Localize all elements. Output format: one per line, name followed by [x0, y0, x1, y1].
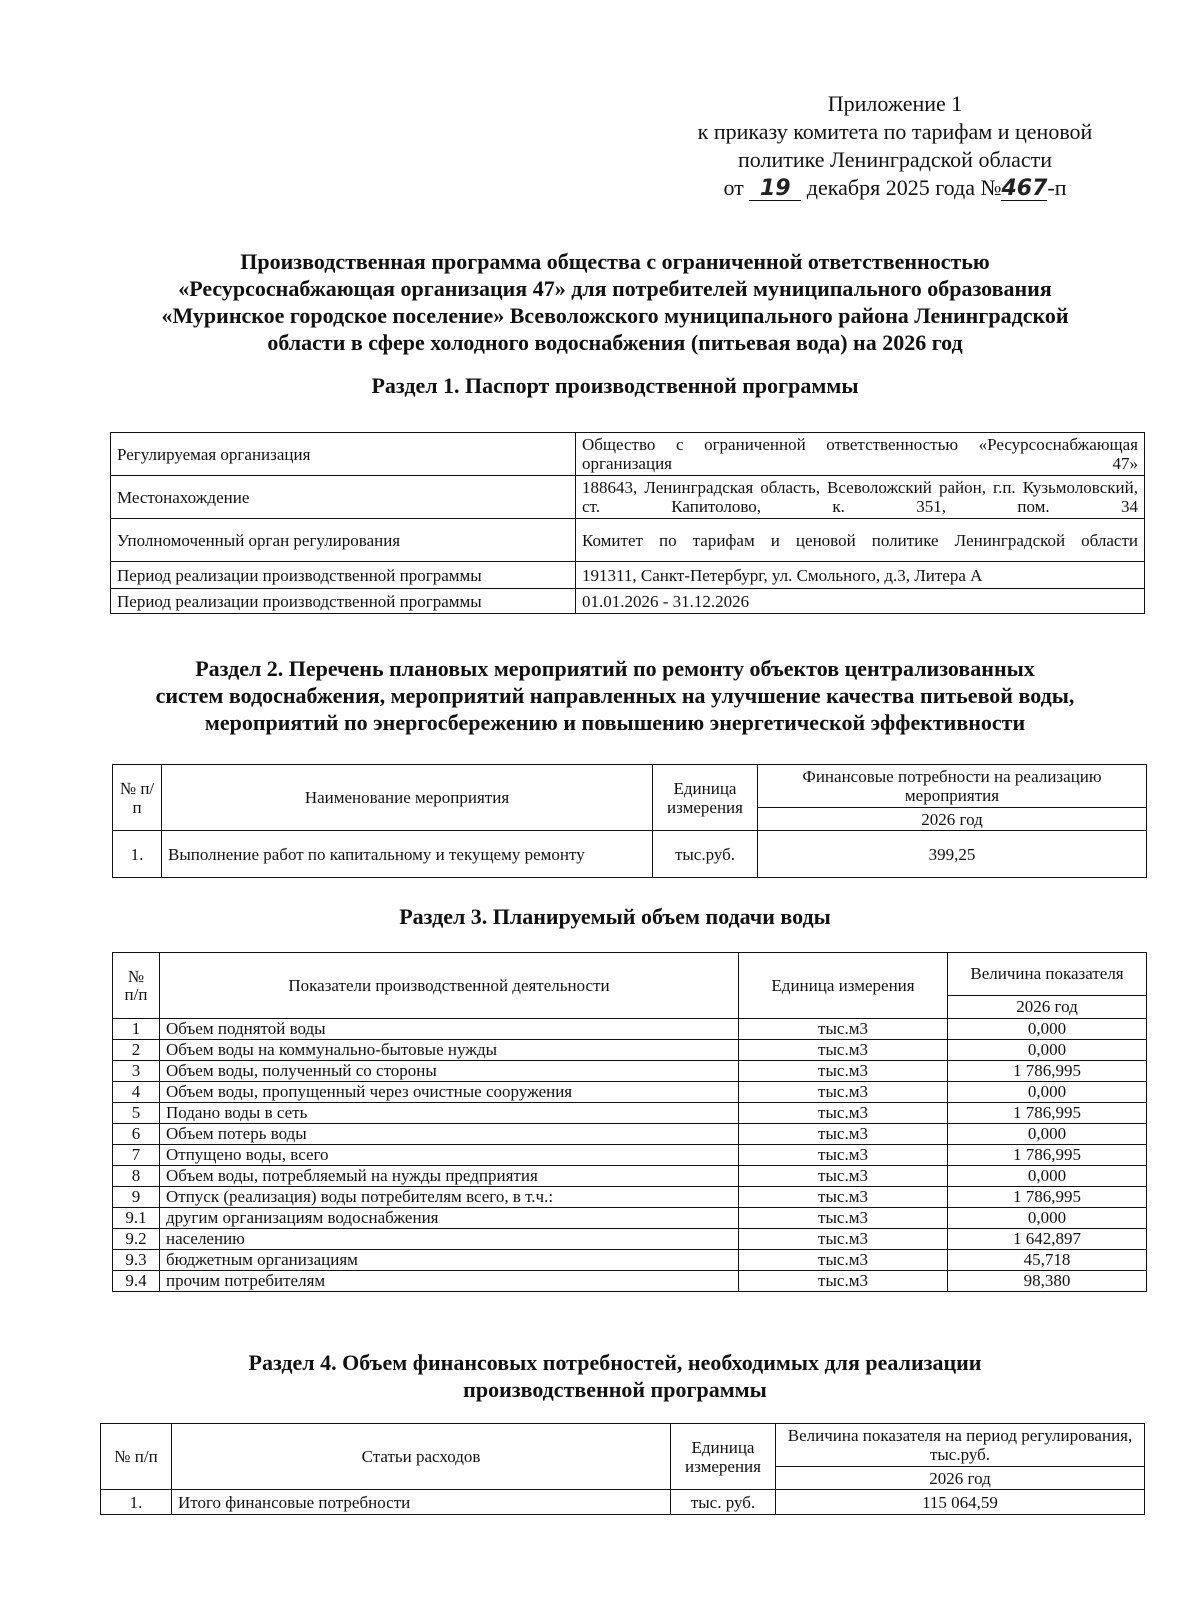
row-num: 9.1: [113, 1208, 160, 1229]
row-name: Объем поднятой воды: [160, 1019, 739, 1040]
row-value: 1 786,995: [948, 1103, 1147, 1124]
row-num: 1: [113, 1019, 160, 1040]
passport-label: Период реализации производственной программы: [111, 589, 576, 614]
col-header-name: Показатели производственной деятельности: [160, 953, 739, 1019]
section4-heading-text: производственной программы: [463, 1377, 767, 1402]
row-num: 5: [113, 1103, 160, 1124]
row-name: прочим потребителям: [160, 1271, 739, 1292]
row-name: населению: [160, 1229, 739, 1250]
title-line: Производственная программа общества с ограниченной ответственностью: [240, 249, 990, 274]
table-row: [113, 1271, 1147, 1292]
table-row: [113, 1229, 1147, 1250]
row-num: 9.3: [113, 1250, 160, 1271]
date-rest: декабря 2025 года №: [806, 175, 1002, 200]
col-header-name: Наименование мероприятия: [162, 765, 653, 831]
section2-heading-text: мероприятий по энергосбережению и повышению энергетической эффективности: [204, 710, 1026, 735]
table-row: [113, 1040, 1147, 1061]
row-unit: тыс.м3: [739, 1103, 948, 1124]
row-num: 6: [113, 1124, 160, 1145]
financial-needs-table: [100, 1423, 1145, 1515]
table-row: [111, 433, 1145, 476]
row-value: 0,000: [948, 1124, 1147, 1145]
row-name: Объем потерь воды: [160, 1124, 739, 1145]
row-value: 115 064,59: [776, 1490, 1145, 1515]
section1-heading: [100, 372, 1130, 399]
col-header-num: № п/п: [113, 765, 162, 831]
row-value: 0,000: [948, 1208, 1147, 1229]
table-row: [113, 1019, 1147, 1040]
row-unit: тыс.м3: [739, 1145, 948, 1166]
table-row: [113, 1124, 1147, 1145]
passport-value: Общество с ограниченной ответственностью «Ресурсоснабжающая организация 47»: [576, 433, 1145, 476]
row-num: 9.2: [113, 1229, 160, 1250]
section2-heading: [100, 655, 1130, 736]
section3-heading-text: Раздел 3. Планируемый объем подачи воды: [399, 904, 831, 929]
row-value: 0,000: [948, 1019, 1147, 1040]
row-unit: тыс. руб.: [671, 1490, 776, 1515]
passport-value: 01.01.2026 - 31.12.2026: [576, 589, 1145, 614]
passport-value: Комитет по тарифам и ценовой политике Ленинградской области: [576, 519, 1145, 562]
row-name: Объем воды, полученный со стороны: [160, 1061, 739, 1082]
passport-value: 191311, Санкт-Петербург, ул. Смольного, д.3, Литера А: [576, 562, 1145, 589]
table-row: [113, 1145, 1147, 1166]
row-name: бюджетным организациям: [160, 1250, 739, 1271]
row-num: 8: [113, 1166, 160, 1187]
row-unit: тыс.м3: [739, 1124, 948, 1145]
table-header-row: [113, 953, 1147, 996]
passport-label: Регулируемая организация: [111, 433, 576, 476]
table-header-row: [113, 765, 1147, 808]
row-unit: тыс.м3: [739, 1229, 948, 1250]
table-row: [111, 562, 1145, 589]
table-row: [113, 1187, 1147, 1208]
appendix-authority: политике Ленинградской области: [737, 147, 1052, 172]
row-value: 0,000: [948, 1040, 1147, 1061]
col-header-num: № п/п: [113, 953, 160, 1019]
row-name: Итого финансовые потребности: [172, 1490, 671, 1515]
row-num: 1.: [113, 831, 162, 878]
title-line: «Муринское городское поселение» Всеволожского муниципального района Ленинградской: [161, 303, 1069, 328]
row-name: Отпуск (реализация) воды потребителям всего, в т.ч.:: [160, 1187, 739, 1208]
row-num: 4: [113, 1082, 160, 1103]
appendix-header: [640, 90, 1150, 202]
row-unit: тыс.м3: [739, 1061, 948, 1082]
col-header-financial: Финансовые потребности на реализацию мероприятия: [758, 765, 1147, 808]
row-name: Выполнение работ по капитальному и текущему ремонту: [162, 831, 653, 878]
row-value: 1 786,995: [948, 1061, 1147, 1082]
row-num: 7: [113, 1145, 160, 1166]
row-num: 9.4: [113, 1271, 160, 1292]
row-value: 1 786,995: [948, 1187, 1147, 1208]
title-line: области в сфере холодного водоснабжения (питьевая вода) на 2026 год: [267, 330, 963, 355]
row-name: Отпущено воды, всего: [160, 1145, 739, 1166]
table-row: [113, 1061, 1147, 1082]
appendix-date-line: [640, 174, 1150, 202]
row-unit: тыс.м3: [739, 1271, 948, 1292]
section2-heading-text: систем водоснабжения, мероприятий направленных на улучшение качества питьевой воды,: [155, 683, 1075, 708]
table-row: [111, 476, 1145, 519]
passport-label: Местонахождение: [111, 476, 576, 519]
passport-label: Уполномоченный орган регулирования: [111, 519, 576, 562]
col-header-name: Статьи расходов: [172, 1424, 671, 1490]
order-suffix: -п: [1047, 175, 1067, 200]
table-row: [113, 831, 1147, 878]
appendix-order-ref: к приказу комитета по тарифам и ценовой: [697, 119, 1093, 144]
row-name: Объем воды, пропущенный через очистные сооружения: [160, 1082, 739, 1103]
row-unit: тыс.м3: [739, 1040, 948, 1061]
row-unit: тыс.м3: [739, 1082, 948, 1103]
section2-heading-text: Раздел 2. Перечень плановых мероприятий по ремонту объектов централизованных: [195, 656, 1035, 681]
repair-measures-table: [112, 764, 1147, 878]
row-unit: тыс.м3: [739, 1019, 948, 1040]
row-value: 0,000: [948, 1082, 1147, 1103]
section3-heading: [100, 903, 1130, 930]
section1-heading-text: Раздел 1. Паспорт производственной программы: [371, 373, 859, 398]
table-row: [113, 1208, 1147, 1229]
appendix-title: Приложение 1: [827, 91, 963, 116]
document-title: [100, 248, 1130, 356]
title-line: «Ресурсоснабжающая организация 47» для потребителей муниципального образования: [178, 276, 1052, 301]
row-unit: тыс.руб.: [653, 831, 758, 878]
row-value: 1 642,897: [948, 1229, 1147, 1250]
table-row: [101, 1490, 1145, 1515]
row-name: Объем воды на коммунально-бытовые нужды: [160, 1040, 739, 1061]
row-value: 1 786,995: [948, 1145, 1147, 1166]
col-header-year: 2026 год: [948, 996, 1147, 1019]
row-num: 1.: [101, 1490, 172, 1515]
row-unit: тыс.м3: [739, 1187, 948, 1208]
table-row: [111, 519, 1145, 562]
row-num: 2: [113, 1040, 160, 1061]
col-header-year: 2026 год: [758, 808, 1147, 831]
row-name: Объем воды, потребляемый на нужды предприятия: [160, 1166, 739, 1187]
passport-table: [110, 432, 1145, 614]
col-header-unit: Единица измерения: [671, 1424, 776, 1490]
col-header-year: 2026 год: [776, 1467, 1145, 1490]
row-name: Подано воды в сеть: [160, 1103, 739, 1124]
passport-label: Период реализации производственной программы: [111, 562, 576, 589]
row-value: 0,000: [948, 1166, 1147, 1187]
col-header-value: Величина показателя на период регулирования, тыс.руб.: [776, 1424, 1145, 1467]
table-row: [113, 1082, 1147, 1103]
table-row: [113, 1166, 1147, 1187]
row-value: 98,380: [948, 1271, 1147, 1292]
table-row: [111, 589, 1145, 614]
row-unit: тыс.м3: [739, 1250, 948, 1271]
table-row: [113, 1103, 1147, 1124]
section4-heading-text: Раздел 4. Объем финансовых потребностей, необходимых для реализации: [248, 1350, 982, 1375]
passport-value: 188643, Ленинградская область, Всеволожский район, г.п. Кузьмоловский, ст. Капитолово, к. 351, пом. 34: [576, 476, 1145, 519]
row-value: 45,718: [948, 1250, 1147, 1271]
col-header-unit: Единица измерения: [739, 953, 948, 1019]
handwritten-order-number: 467: [1001, 176, 1048, 201]
table-row: [113, 1250, 1147, 1271]
row-num: 9: [113, 1187, 160, 1208]
date-prefix: от: [723, 175, 744, 200]
section4-heading: [100, 1349, 1130, 1403]
row-unit: тыс.м3: [739, 1208, 948, 1229]
water-volume-table: [112, 952, 1147, 1292]
col-header-unit: Единица измерения: [653, 765, 758, 831]
row-unit: тыс.м3: [739, 1166, 948, 1187]
row-value: 399,25: [758, 831, 1147, 878]
col-header-value: Величина показателя: [948, 953, 1147, 996]
handwritten-day: 19: [749, 178, 801, 201]
row-num: 3: [113, 1061, 160, 1082]
col-header-num: № п/п: [101, 1424, 172, 1490]
row-name: другим организациям водоснабжения: [160, 1208, 739, 1229]
table-header-row: [101, 1424, 1145, 1467]
